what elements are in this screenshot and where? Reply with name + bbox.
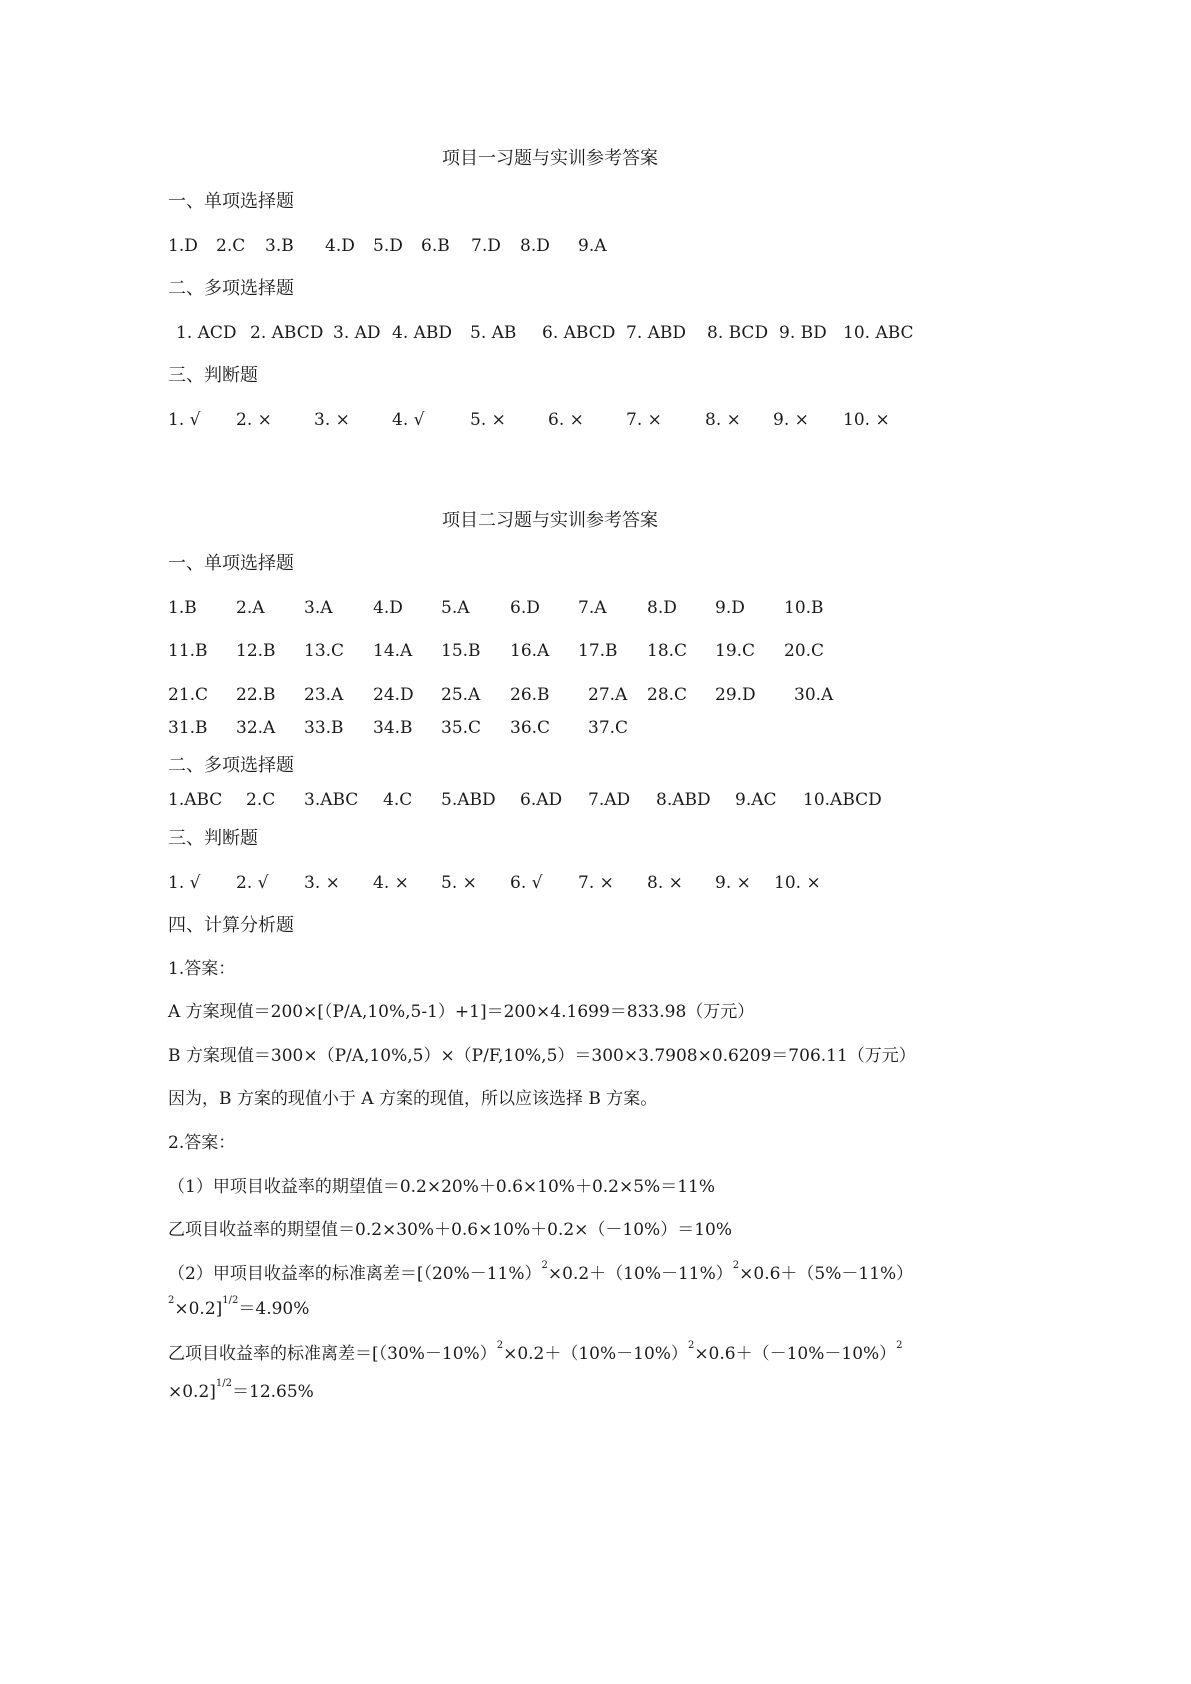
formula-part: （2）甲项目收益率的标准离差＝[（20%－11%） bbox=[168, 1264, 542, 1284]
answer-item: 32.A bbox=[236, 718, 276, 738]
answer-item: 34.B bbox=[373, 718, 413, 738]
answer-item: 7. × bbox=[626, 410, 662, 430]
p2-single-choice-heading: 一、单项选择题 bbox=[168, 553, 294, 574]
answer-item: 9.A bbox=[578, 236, 607, 256]
answer-item: 6.D bbox=[510, 598, 540, 618]
formula-part: ×0.2＋（10%－11%） bbox=[547, 1264, 733, 1284]
answer-item: 13.C bbox=[304, 641, 345, 661]
answer-item: 8. BCD bbox=[707, 323, 769, 343]
answer-item: 30.A bbox=[794, 685, 834, 705]
superscript: 2 bbox=[732, 1260, 740, 1271]
answer-item: 5.A bbox=[441, 598, 470, 618]
answer-item: 3. × bbox=[314, 410, 350, 430]
answer-item: 1. ACD bbox=[176, 323, 237, 343]
superscript: 2 bbox=[896, 1340, 903, 1351]
answer-item: 9.AC bbox=[735, 790, 777, 810]
answer-item: 4. ABD bbox=[392, 323, 453, 343]
superscript: 2 bbox=[168, 1295, 175, 1306]
answer-item: 1.B bbox=[168, 598, 197, 618]
answer-item: 1.D bbox=[168, 236, 198, 256]
answer-item: 7.A bbox=[578, 598, 607, 618]
answer-item: 10.ABCD bbox=[803, 790, 882, 810]
p1-single-choice-heading: 一、单项选择题 bbox=[168, 191, 294, 212]
p2-multi-choice-heading: 二、多项选择题 bbox=[168, 755, 294, 776]
answer-item: 8.ABD bbox=[656, 790, 711, 810]
answer-item: 21.C bbox=[168, 685, 209, 705]
answer-item: 3. AD bbox=[333, 323, 381, 343]
answer-item: 4.C bbox=[383, 790, 413, 810]
p1-multi-choice-heading: 二、多项选择题 bbox=[168, 278, 294, 299]
p1-true-false-heading: 三、判断题 bbox=[168, 365, 258, 386]
answer-item: 14.A bbox=[373, 641, 413, 661]
answer-item: 9. BD bbox=[779, 323, 827, 343]
project2-title: 项目二习题与实训参考答案 bbox=[442, 510, 658, 531]
answer-item: 28.C bbox=[647, 685, 688, 705]
formula-part: ×0.2] bbox=[168, 1382, 216, 1402]
q2-std-b-line-cont bbox=[168, 1378, 314, 1403]
answer-item: 4.D bbox=[325, 236, 355, 256]
answer-item: 27.A bbox=[588, 685, 628, 705]
project1-title: 项目一习题与实训参考答案 bbox=[442, 148, 658, 169]
answer-item: 16.A bbox=[510, 641, 550, 661]
formula-part: ×0.2＋（10%－10%） bbox=[503, 1344, 688, 1364]
answer-item: 9.D bbox=[715, 598, 745, 618]
answer-item: 2. √ bbox=[236, 873, 269, 893]
answer-item: 6.B bbox=[421, 236, 450, 256]
p2-true-false-heading: 三、判断题 bbox=[168, 828, 258, 849]
answer-item: 26.B bbox=[510, 685, 550, 705]
answer-item: 33.B bbox=[304, 718, 344, 738]
answer-item: 12.B bbox=[236, 641, 276, 661]
answer-item: 9. × bbox=[715, 873, 751, 893]
answer-item: 11.B bbox=[168, 641, 208, 661]
answer-item: 6.AD bbox=[520, 790, 563, 810]
answer-item: 1. √ bbox=[168, 410, 201, 430]
q2-expected-b-line: 乙项目收益率的期望值＝0.2×30%＋0.6×10%＋0.2×（－10%）＝10% bbox=[168, 1220, 732, 1240]
answer-item: 4. × bbox=[373, 873, 409, 893]
answer-item: 6. √ bbox=[510, 873, 543, 893]
answer-item: 8.D bbox=[647, 598, 677, 618]
answer-item: 8. × bbox=[705, 410, 741, 430]
answer-item: 2. ABCD bbox=[250, 323, 324, 343]
answer-item: 22.B bbox=[236, 685, 276, 705]
answer-item: 5. × bbox=[470, 410, 506, 430]
answer-item: 36.C bbox=[510, 718, 551, 738]
answer-item: 4.D bbox=[373, 598, 403, 618]
superscript: 1/2 bbox=[222, 1295, 239, 1306]
answer-item: 35.C bbox=[441, 718, 482, 738]
q2-std-a-line-cont bbox=[168, 1295, 310, 1320]
answer-item: 23.A bbox=[304, 685, 344, 705]
answer-item: 8.D bbox=[520, 236, 550, 256]
answer-item: 3.B bbox=[265, 236, 294, 256]
answer-item: 3.ABC bbox=[304, 790, 359, 810]
formula-part: 乙项目收益率的标准离差＝[（30%－10%） bbox=[168, 1344, 497, 1364]
answer-item: 31.B bbox=[168, 718, 208, 738]
superscript: 2 bbox=[541, 1260, 548, 1271]
answer-item: 5. × bbox=[441, 873, 477, 893]
formula-part: ×0.6＋（5%－11%） bbox=[739, 1264, 914, 1284]
q2-std-a-line bbox=[168, 1260, 914, 1285]
answer-item: 19.C bbox=[715, 641, 756, 661]
answer-item: 6. × bbox=[548, 410, 584, 430]
superscript: 2 bbox=[687, 1340, 695, 1351]
answer-item: 2. × bbox=[236, 410, 272, 430]
answer-item: 7. ABD bbox=[626, 323, 687, 343]
question-2-label: 2.答案： bbox=[168, 1133, 236, 1153]
question-1-label: 1.答案： bbox=[168, 959, 236, 979]
answer-item: 7.AD bbox=[588, 790, 631, 810]
formula-part: ×0.6＋（－10%－10%） bbox=[694, 1344, 897, 1364]
answer-item: 8. × bbox=[647, 873, 683, 893]
answer-item: 6. ABCD bbox=[542, 323, 616, 343]
p2-calculation-heading: 四、计算分析题 bbox=[168, 915, 294, 936]
answer-item: 10.B bbox=[784, 598, 824, 618]
answer-item: 1.ABC bbox=[168, 790, 223, 810]
q1-option-a-line: A 方案现值＝200×[（P/A,10%,5-1）+1]＝200×4.1699＝833.98（万元） bbox=[168, 1002, 755, 1022]
formula-part: ＝4.90% bbox=[238, 1299, 310, 1319]
answer-item: 10. × bbox=[774, 873, 821, 893]
answer-item: 2.C bbox=[246, 790, 276, 810]
answer-item: 5.ABD bbox=[441, 790, 496, 810]
answer-item: 29.D bbox=[715, 685, 756, 705]
answer-item: 20.C bbox=[784, 641, 825, 661]
formula-part: ＝12.65% bbox=[232, 1382, 314, 1402]
answer-item: 7.D bbox=[471, 236, 501, 256]
answer-item: 3. × bbox=[304, 873, 340, 893]
answer-item: 18.C bbox=[647, 641, 688, 661]
q1-conclusion-line: 因为，B 方案的现值小于 A 方案的现值，所以应该选择 B 方案。 bbox=[168, 1089, 658, 1109]
answer-item: 2.A bbox=[236, 598, 265, 618]
answer-item: 15.B bbox=[441, 641, 481, 661]
answer-item: 10. × bbox=[843, 410, 890, 430]
answer-item: 7. × bbox=[578, 873, 614, 893]
answer-item: 24.D bbox=[373, 685, 414, 705]
answer-item: 25.A bbox=[441, 685, 481, 705]
answer-item: 4. √ bbox=[392, 410, 425, 430]
formula-part: ×0.2] bbox=[174, 1299, 223, 1319]
answer-item: 37.C bbox=[588, 718, 629, 738]
answer-item: 3.A bbox=[304, 598, 333, 618]
answer-item: 10. ABC bbox=[843, 323, 914, 343]
answer-item: 5. AB bbox=[470, 323, 517, 343]
superscript: 2 bbox=[496, 1340, 504, 1351]
superscript: 1/2 bbox=[215, 1378, 233, 1389]
answer-item: 2.C bbox=[216, 236, 246, 256]
answer-item: 9. × bbox=[773, 410, 809, 430]
q2-expected-a-line: （1）甲项目收益率的期望值＝0.2×20%＋0.6×10%＋0.2×5%＝11% bbox=[168, 1177, 715, 1197]
answer-item: 17.B bbox=[578, 641, 618, 661]
q1-option-b-line: B 方案现值＝300×（P/A,10%,5）×（P/F,10%,5）＝300×3.7908×0.6209＝706.11（万元） bbox=[168, 1046, 916, 1066]
q2-std-b-line bbox=[168, 1340, 903, 1365]
answer-item: 5.D bbox=[373, 236, 403, 256]
answer-item: 1. √ bbox=[168, 873, 201, 893]
